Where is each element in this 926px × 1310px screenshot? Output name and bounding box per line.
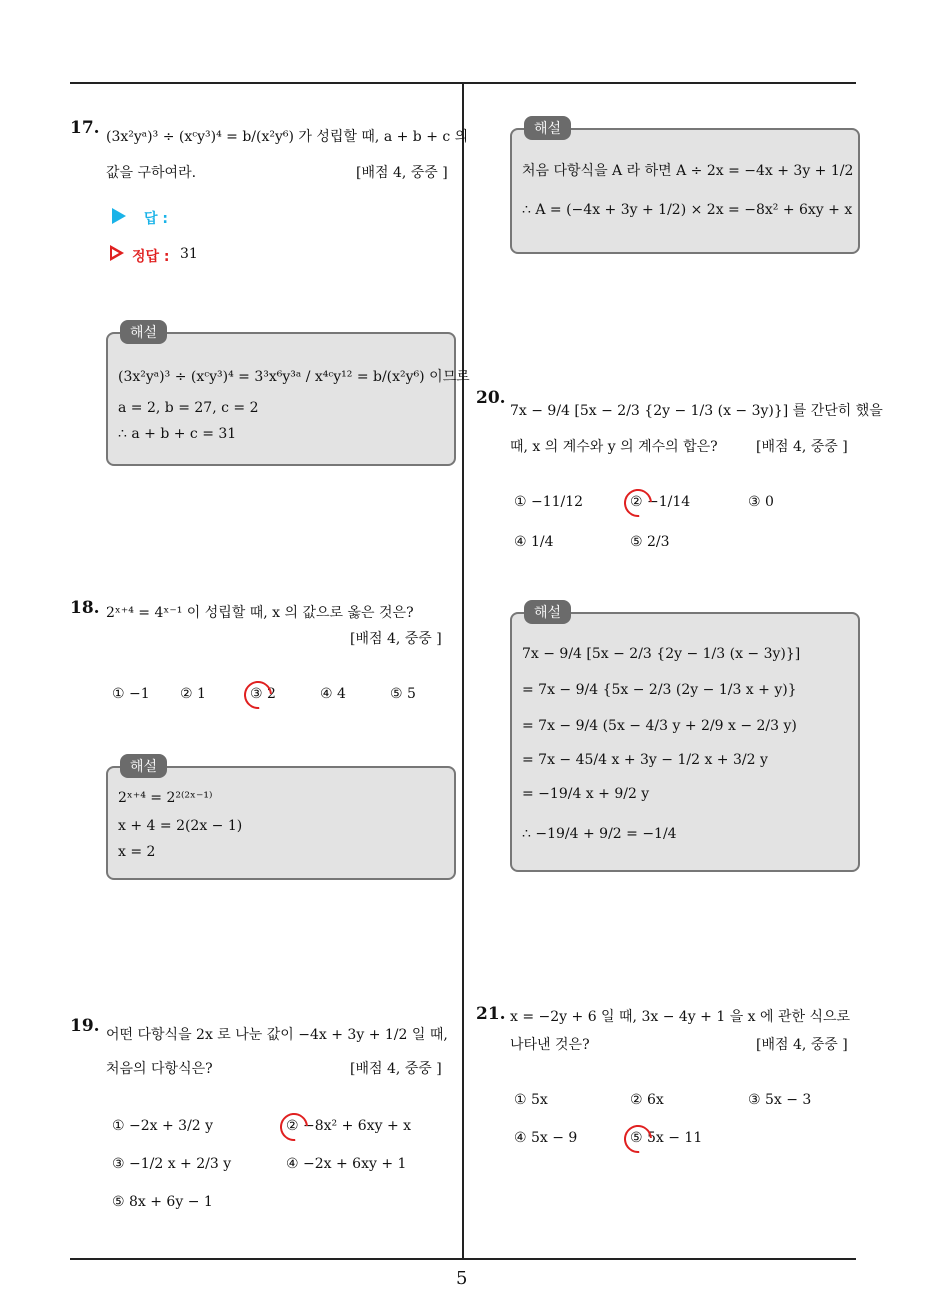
q18-sol-line1: 2ˣ⁺⁴ = 2²⁽²ˣ⁻¹⁾ — [118, 790, 213, 806]
q20-solution-tag: 해설 — [524, 600, 571, 624]
question-number-20: 20. — [476, 388, 506, 408]
q18-sol-line3: x = 2 — [118, 844, 156, 860]
q19-solution-box — [510, 128, 860, 254]
q20-option-5[interactable]: ⑤ 2/3 — [630, 534, 670, 550]
q17-correct-label: 정답 : — [132, 249, 170, 265]
q19-meta: [배점 4, 중중 ] — [350, 1061, 442, 1077]
q19-option-4[interactable]: ④ −2x + 6xy + 1 — [286, 1156, 407, 1172]
q21-answer-mark-icon — [618, 1119, 657, 1158]
q19-solution-tag: 해설 — [524, 116, 571, 140]
q20-meta: [배점 4, 중중 ] — [756, 439, 848, 455]
q18-text-line1: 2ˣ⁺⁴ = 4ˣ⁻¹ 이 성립할 때, x 의 값으로 옳은 것은? — [106, 605, 414, 621]
correct-triangle-inner-icon — [112, 249, 119, 257]
question-number-17: 17. — [70, 118, 100, 138]
q19-text-line2: 처음의 다항식은? — [106, 1061, 213, 1077]
q18-option-3[interactable]: ③ 2 — [250, 686, 276, 702]
q18-solution-tag: 해설 — [120, 754, 167, 778]
q18-option-1[interactable]: ① −1 — [112, 686, 150, 702]
q17-meta: [배점 4, 중중 ] — [356, 165, 448, 181]
q19-option-1[interactable]: ① −2x + 3/2 y — [112, 1118, 214, 1134]
q17-sol-line3: ∴ a + b + c = 31 — [118, 426, 237, 442]
q19-sol-line2: ∴ A = (−4x + 3y + 1/2) × 2x = −8x² + 6xy + x — [522, 202, 853, 218]
q17-sol-line2: a = 2, b = 27, c = 2 — [118, 400, 259, 416]
q19-option-2[interactable]: ② −8x² + 6xy + x — [286, 1118, 412, 1134]
q20-sol-line3: = 7x − 9/4 (5x − 4/3 y + 2/9 x − 2/3 y) — [522, 718, 797, 734]
q19-option-3[interactable]: ③ −1/2 x + 2/3 y — [112, 1156, 232, 1172]
q20-option-3[interactable]: ③ 0 — [748, 494, 774, 510]
q18-option-2[interactable]: ② 1 — [180, 686, 206, 702]
q19-text-line1: 어떤 다항식을 2x 로 나눈 값이 −4x + 3y + 1/2 일 때, — [106, 1027, 448, 1043]
q20-option-4[interactable]: ④ 1/4 — [514, 534, 554, 550]
answer-arrow-icon — [112, 208, 126, 224]
q21-option-4[interactable]: ④ 5x − 9 — [514, 1130, 578, 1146]
q20-option-1[interactable]: ① −11/12 — [514, 494, 584, 510]
q20-sol-line2: = 7x − 9/4 {5x − 2/3 (2y − 1/3 x + y)} — [522, 682, 797, 698]
q21-option-2[interactable]: ② 6x — [630, 1092, 664, 1108]
q18-answer-mark-icon — [238, 675, 277, 714]
q18-meta: [배점 4, 중중 ] — [350, 631, 442, 647]
q21-text-line1: x = −2y + 6 일 때, 3x − 4y + 1 을 x 에 관한 식으로 — [510, 1009, 851, 1025]
q20-text-line2: 때, x 의 계수와 y 의 계수의 합은? — [510, 439, 718, 455]
question-number-18: 18. — [70, 598, 100, 618]
q19-sol-line1: 처음 다항식을 A 라 하면 A ÷ 2x = −4x + 3y + 1/2 — [522, 163, 854, 179]
column-divider — [462, 84, 464, 1259]
q17-sol-line1: (3x²yᵃ)³ ÷ (xᶜy³)⁴ = 3³x⁶y³ᵃ / x⁴ᶜy¹² = b/(x²y⁶) 이므로 — [118, 369, 470, 385]
q18-sol-line2: x + 4 = 2(2x − 1) — [118, 818, 243, 834]
q21-option-1[interactable]: ① 5x — [514, 1092, 548, 1108]
q21-text-line2: 나타낸 것은? — [510, 1037, 590, 1053]
q17-solution-box — [106, 332, 456, 466]
q21-option-3[interactable]: ③ 5x − 3 — [748, 1092, 812, 1108]
q21-option-5[interactable]: ⑤ 5x − 11 — [630, 1130, 703, 1146]
q18-option-5[interactable]: ⑤ 5 — [390, 686, 416, 702]
q20-sol-line5: = −19/4 x + 9/2 y — [522, 786, 650, 802]
q20-sol-line1: 7x − 9/4 [5x − 2/3 {2y − 1/3 (x − 3y)}] — [522, 646, 801, 662]
q17-text-line1: (3x²yᵃ)³ ÷ (xᶜy³)⁴ = b/(x²y⁶) 가 성립할 때, a + b + c 의 — [106, 129, 469, 145]
q21-meta: [배점 4, 중중 ] — [756, 1037, 848, 1053]
q19-option-5[interactable]: ⑤ 8x + 6y − 1 — [112, 1194, 213, 1210]
q20-sol-line4: = 7x − 45/4 x + 3y − 1/2 x + 3/2 y — [522, 752, 768, 768]
q20-sol-line6: ∴ −19/4 + 9/2 = −1/4 — [522, 826, 677, 842]
q20-option-2[interactable]: ② −1/14 — [630, 494, 691, 510]
question-number-19: 19. — [70, 1016, 100, 1036]
q18-option-4[interactable]: ④ 4 — [320, 686, 346, 702]
page-number: 5 — [456, 1268, 468, 1289]
q17-text-line2: 값을 구하여라. — [106, 165, 197, 181]
q20-answer-mark-icon — [618, 483, 657, 522]
q17-answer-label: 답 : — [144, 211, 168, 227]
q19-answer-mark-icon — [274, 1107, 313, 1146]
question-number-21: 21. — [476, 1004, 506, 1024]
q17-correct-value: 31 — [180, 246, 198, 262]
q20-text-line1: 7x − 9/4 [5x − 2/3 {2y − 1/3 (x − 3y)}] 를 간단히 했을 — [510, 403, 883, 419]
q17-solution-tag: 해설 — [120, 320, 167, 344]
bottom-rule — [70, 1258, 856, 1260]
